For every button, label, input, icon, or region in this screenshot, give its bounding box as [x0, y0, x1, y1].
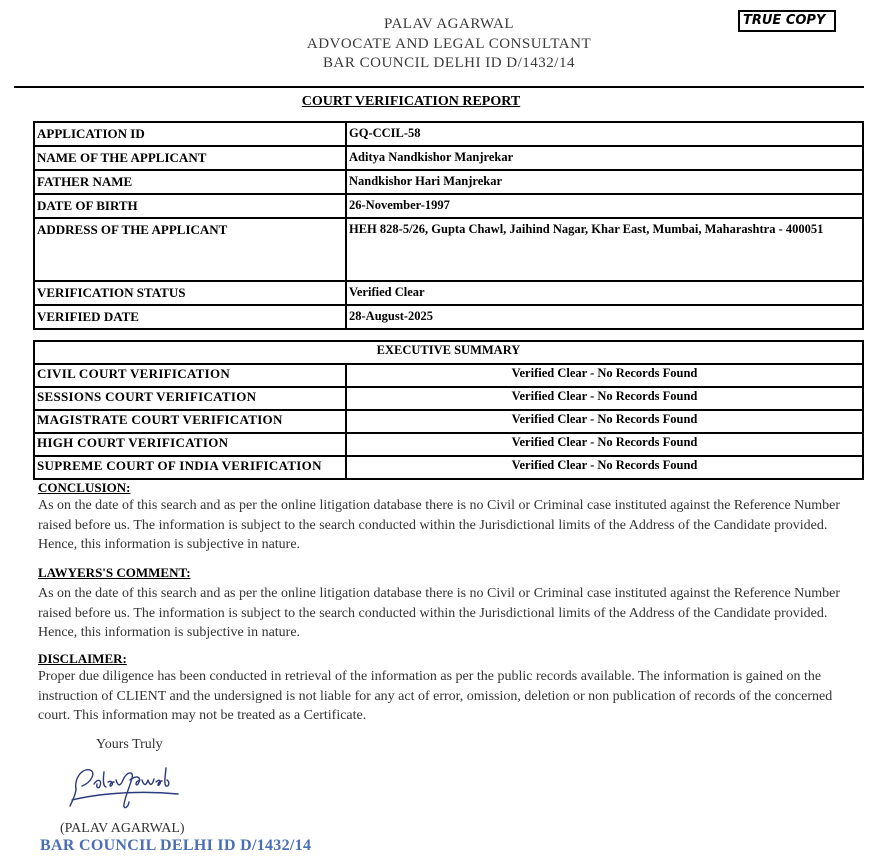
- detail-value: Nandkishor Hari Manjrekar: [346, 170, 863, 194]
- detail-label: DATE OF BIRTH: [34, 194, 346, 218]
- closing-line: Yours Truly: [96, 737, 163, 752]
- table-row: [34, 364, 863, 387]
- detail-label: VERIFIED DATE: [34, 305, 346, 329]
- summary-label: MAGISTRATE COURT VERIFICATION: [34, 410, 346, 433]
- summary-heading: EXECUTIVE SUMMARY: [34, 341, 863, 364]
- disclaimer-heading: DISCLAIMER:: [38, 651, 127, 666]
- table-row: [34, 387, 863, 410]
- letterhead-bar-id: BAR COUNCIL DELHI ID D/1432/14: [323, 55, 575, 71]
- handwritten-signature: [66, 760, 186, 816]
- conclusion-text: As on the date of this search and as per the online litigation database there is no Civil or Criminal case instituted against the Reference Number raised before us. The information is subject to the search conducted within the Jurisdictional limits of the Address of the Candidate provided. Hence, this information is subjective in nature.: [38, 498, 841, 552]
- summary-label: SUPREME COURT OF INDIA VERIFICATION: [34, 456, 346, 479]
- summary-value: Verified Clear - No Records Found: [346, 387, 863, 410]
- summary-label: HIGH COURT VERIFICATION: [34, 433, 346, 456]
- detail-label: APPLICATION ID: [34, 122, 346, 146]
- summary-value: Verified Clear - No Records Found: [346, 456, 863, 479]
- summary-value: Verified Clear - No Records Found: [346, 410, 863, 433]
- header-divider: [14, 86, 864, 88]
- letterhead-title: ADVOCATE AND LEGAL CONSULTANT: [306, 36, 592, 52]
- true-copy-stamp: TRUE COPY: [738, 10, 836, 32]
- lawyers-comment-heading: LAWYERS'S COMMENT:: [38, 565, 191, 580]
- table-row: [34, 433, 863, 456]
- signatory-name: (PALAV AGARWAL): [60, 821, 185, 836]
- signatory-bar-id: BAR COUNCIL DELHI ID D/1432/14: [40, 837, 312, 854]
- detail-value: GQ-CCIL-58: [346, 122, 863, 146]
- detail-label: FATHER NAME: [34, 170, 346, 194]
- table-row: [34, 305, 863, 329]
- summary-value: Verified Clear - No Records Found: [346, 433, 863, 456]
- table-row: [34, 341, 863, 364]
- detail-value: 26-November-1997: [346, 194, 863, 218]
- detail-label: ADDRESS OF THE APPLICANT: [34, 218, 346, 281]
- summary-value: Verified Clear - No Records Found: [346, 364, 863, 387]
- detail-value: Verified Clear: [346, 281, 863, 305]
- applicant-details-table: [33, 121, 864, 330]
- table-row: [34, 170, 863, 194]
- detail-value: 28-August-2025: [346, 305, 863, 329]
- table-row: [34, 146, 863, 170]
- table-row: [34, 456, 863, 479]
- summary-label: SESSIONS COURT VERIFICATION: [34, 387, 346, 410]
- table-row: [34, 410, 863, 433]
- detail-label: VERIFICATION STATUS: [34, 281, 346, 305]
- table-row: [34, 122, 863, 146]
- executive-summary-table: [33, 340, 864, 480]
- table-row: [34, 281, 863, 305]
- letterhead-name: PALAV AGARWAL: [383, 16, 514, 32]
- table-row: [34, 194, 863, 218]
- report-title: COURT VERIFICATION REPORT: [301, 94, 521, 109]
- detail-label: NAME OF THE APPLICANT: [34, 146, 346, 170]
- lawyers-comment-text: As on the date of this search and as per the online litigation database there is no Civil or Criminal case instituted against the Reference Number raised before us. The information is subject to the search conducted within the Jurisdictional limits of the Address of the Candidate provided. Hence, this information is subjective in nature.: [38, 586, 841, 640]
- conclusion-heading: CONCLUSION:: [38, 480, 131, 495]
- table-row: [34, 218, 863, 281]
- summary-label: CIVIL COURT VERIFICATION: [34, 364, 346, 387]
- detail-value: Aditya Nandkishor Manjrekar: [346, 146, 863, 170]
- detail-value: HEH 828-5/26, Gupta Chawl, Jaihind Nagar, Khar East, Mumbai, Maharashtra - 400051: [346, 218, 863, 281]
- disclaimer-text: Proper due diligence has been conducted in retrieval of the information as per the public records available. The information is gained on the instruction of CLIENT and the undersigned is not liable for any act of error, omission, deletion or non publication of records of the concerned court. This information may not be treated as a Certificate.: [38, 669, 833, 723]
